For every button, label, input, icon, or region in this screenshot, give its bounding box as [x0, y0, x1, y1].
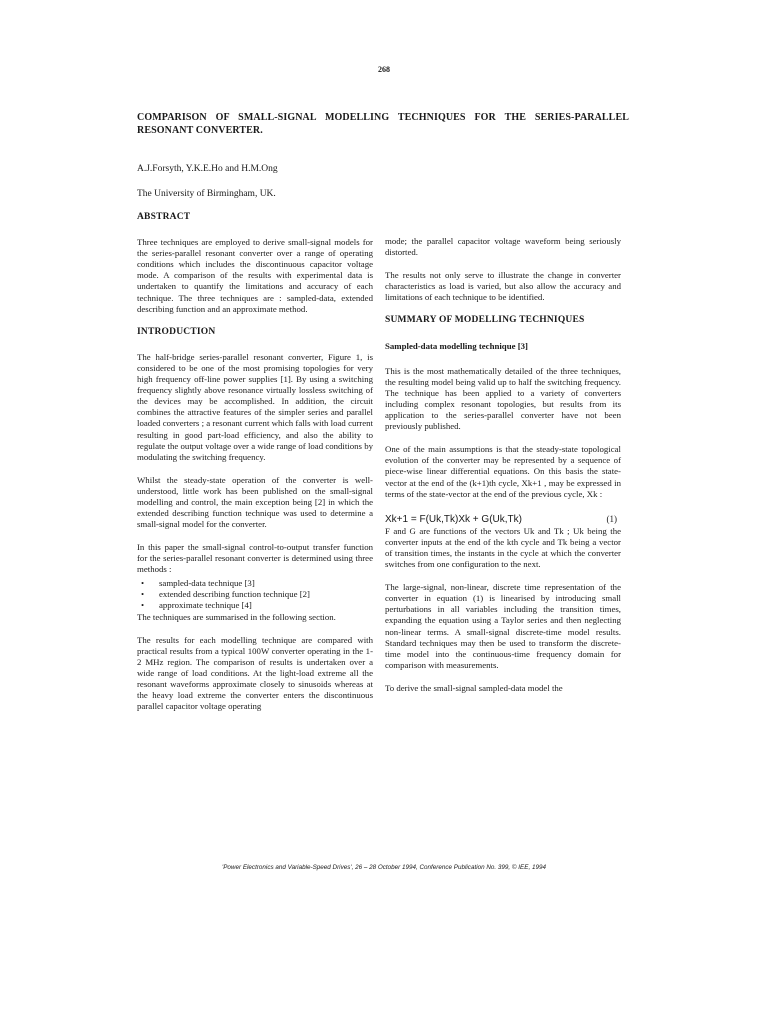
page-number: 268: [378, 65, 390, 74]
authors: A.J.Forsyth, Y.K.E.Ho and H.M.Ong: [137, 164, 278, 174]
sampled-data-subheading: Sampled-data modelling technique [3]: [385, 340, 528, 351]
abstract-heading: ABSTRACT: [137, 212, 191, 222]
paper-title: COMPARISON OF SMALL-SIGNAL MODELLING TECHNIQUES FOR THE SERIES-PARALLEL RESONANT CONVERTER.: [137, 112, 629, 136]
intro-paragraph-5: The results for each modelling technique are compared with practical results from a typical 100W converter operating in the 1-2 MHz region. The comparison of results is undertaken over a wide range of load conditions. At the light-load extreme all the resonant waveforms approximate closely to sinusoids whereas at the heavy load extreme the converter enters the discontinuous parallel capacitor voltage operating: [137, 634, 373, 712]
intro-paragraph-1: The half-bridge series-parallel resonant converter, Figure 1, is considered to be one of the most promising topologies for very high frequency off-line power supplies [1]. By using a switching frequency slightly above resonance virtually lossless switching of the devices may be accomplished. In addition, the circuit combines the attractive features of the simpler series and parallel loaded converters ; a resonant current which falls with load current resulting in good part-load efficiency, and also the ability to regulate the output voltage over a wide range of load conditions by modulating the switching frequency.: [137, 351, 373, 462]
intro-paragraph-6: The results not only serve to illustrate the change in converter characteristics as load is varied, but also allow the accuracy and limitations of each technique to be identified.: [385, 270, 621, 303]
list-item: • sampled-data technique [3]: [137, 578, 373, 589]
list-item: • extended describing function technique [2]: [137, 589, 373, 600]
summary-paragraph-2: One of the main assumptions is that the steady-state topological evolution of the converter may be represented by a sequence of piece-wise linear differential equations. On this basis the state-vector at the end of the (k+1)th cycle, Xk+1 , may be expressed in terms of the state-vector at the end of the previous cycle, Xk :: [385, 444, 621, 499]
conference-footer: 'Power Electronics and Variable-Speed Drives', 26 – 28 October 1994, Conference Publication No. 399, © IEE, 1994: [222, 864, 546, 871]
intro-paragraph-3: In this paper the small-signal control-to-output transfer function for the series-parallel resonant converter is determined using three methods :: [137, 542, 373, 575]
summary-paragraph-3: F and G are functions of the vectors Uk and Tk ; Uk being the converter inputs at the end of the kth cycle and Tk being a vector of transition times, the instants in the cycle at which the converter switches from one configuration to the next.: [385, 525, 621, 570]
introduction-heading: INTRODUCTION: [137, 326, 216, 337]
equation-number: (1): [606, 513, 617, 524]
intro-paragraph-4: The techniques are summarised in the following section.: [137, 611, 336, 622]
right-column: [385, 236, 621, 706]
summary-paragraph-5: To derive the small-signal sampled-data model the: [385, 682, 563, 693]
intro-paragraph-5-continued: mode; the parallel capacitor voltage waveform being seriously distorted.: [385, 236, 621, 258]
intro-paragraph-2: Whilst the steady-state operation of the converter is well-understood, little work has been published on the small-signal modelling and control, the main exception being [2] in which the extended describing function technique was used to determine a small-signal model for the converter.: [137, 474, 373, 530]
left-column: [137, 212, 373, 725]
summary-paragraph-4: The large-signal, non-linear, discrete time representation of the converter in equation (1) is linearised by introducing small perturbations in all variables including the transition times, expanding the equation using a Taylor series and then neglecting non-linear terms. A small-signal discrete-time model results. Standard techniques may then be used to transform the discrete-time model into the continuous-time frequency domain for comparison with measurements.: [385, 582, 621, 670]
abstract-text: Three techniques are employed to derive small-signal models for the series-parallel resonant converter over a range of operating conditions which includes the discontinuous capacitor voltage mode. A comparison of the results with experimental data is undertaken to quantify the limitations and accuracy of each technique. The three techniques are : sampled-data, extended describing function and an approximate method.: [137, 237, 373, 314]
summary-heading: SUMMARY OF MODELLING TECHNIQUES: [385, 315, 585, 326]
list-item: • approximate technique [4]: [137, 600, 373, 611]
summary-paragraph-1: This is the most mathematically detailed of the three techniques, the resulting model being valid up to half the switching frequency. The technique has been applied to a variety of converters including complex resonant topologies, but results from its application to the series-parallel converter have not been previously published.: [385, 365, 621, 432]
equation-1: [385, 514, 621, 525]
methods-list: [137, 578, 373, 612]
equation-expression: Xk+1 = F(Uk,Tk)Xk + G(Uk,Tk): [385, 513, 522, 525]
affiliation: The University of Birmingham, UK.: [137, 189, 276, 199]
